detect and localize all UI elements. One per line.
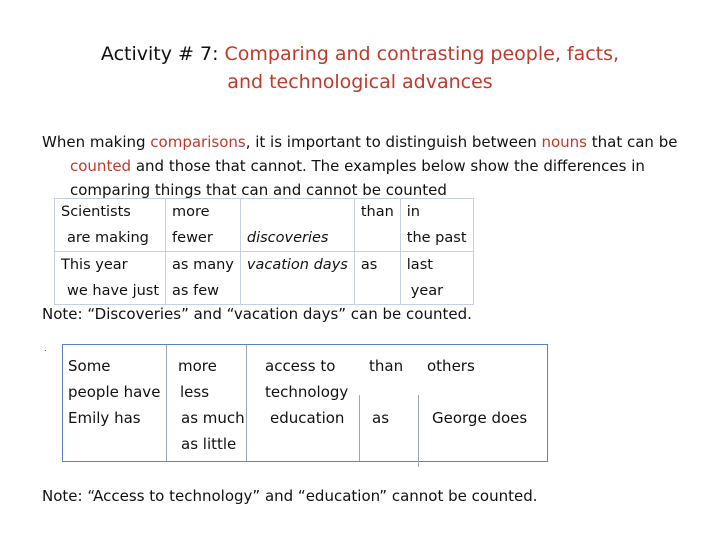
table-cell (354, 278, 400, 305)
activity-title (0, 40, 720, 96)
column-divider (418, 395, 419, 467)
table-row (55, 225, 474, 252)
table-cell: more (166, 199, 241, 226)
table-cell: less (180, 383, 210, 401)
intro-line-3: comparing things that can and cannot be counted (70, 181, 447, 199)
table-cell: discoveries (240, 225, 354, 252)
countable-table (54, 198, 474, 305)
table-cell: as few (166, 278, 241, 305)
table-cell: we have just (55, 278, 166, 305)
keyword-comparisons: comparisons (150, 133, 246, 151)
table-cell: as much (181, 409, 245, 427)
table-cell: Some (68, 357, 111, 375)
keyword-counted: counted (70, 157, 132, 175)
intro-text: that can be (587, 133, 678, 151)
table-cell: access to (265, 357, 336, 375)
table-cell: are making (55, 225, 166, 252)
title-red-line-1: Comparing and contrasting people, facts, (224, 43, 620, 65)
table-row (55, 199, 474, 226)
table-row (55, 252, 474, 279)
table-row (55, 278, 474, 305)
table-cell: Emily has (68, 409, 141, 427)
table-cell: last (400, 252, 473, 279)
table-cell: Scientists (55, 199, 166, 226)
table-cell: education (270, 409, 345, 427)
table-cell (354, 225, 400, 252)
intro-text: and those that cannot. The examples below show the differences in (131, 157, 645, 175)
table-cell: than (354, 199, 400, 226)
table-cell (240, 278, 354, 305)
stray-dot: . (44, 344, 47, 353)
table-cell: people have (68, 383, 161, 401)
table-cell: as (372, 409, 390, 427)
table-cell: George does (432, 409, 528, 427)
keyword-nouns: nouns (541, 133, 587, 151)
table-cell (240, 199, 354, 226)
table-cell: others (427, 357, 475, 375)
column-divider (166, 345, 167, 461)
table-cell: as little (181, 435, 237, 453)
intro-text: When making (42, 133, 151, 151)
intro-text: , it is important to distinguish between (245, 133, 542, 151)
note-countable: Note: “Discoveries” and “vacation days” can be counted. (42, 305, 472, 323)
uncountable-table (62, 344, 548, 462)
column-divider (246, 345, 247, 461)
table-cell: as many (166, 252, 241, 279)
intro-paragraph (42, 130, 692, 202)
table-cell: fewer (166, 225, 241, 252)
intro-line-1 (42, 130, 692, 154)
intro-line-2 (42, 154, 692, 178)
table-cell: vacation days (240, 252, 354, 279)
title-red-line-2: and technological advances (227, 71, 493, 93)
table-cell: technology (265, 383, 349, 401)
table-cell: year (400, 278, 473, 305)
title-prefix: Activity # 7: (100, 43, 225, 65)
table-cell: This year (55, 252, 166, 279)
table-cell: than (369, 357, 404, 375)
column-divider (359, 395, 360, 461)
table-cell: the past (400, 225, 473, 252)
table-cell: in (400, 199, 473, 226)
table-cell: as (354, 252, 400, 279)
table-cell: more (178, 357, 217, 375)
title-line-1 (0, 40, 720, 68)
note-uncountable: Note: “Access to technology” and “education” cannot be counted. (42, 487, 538, 505)
